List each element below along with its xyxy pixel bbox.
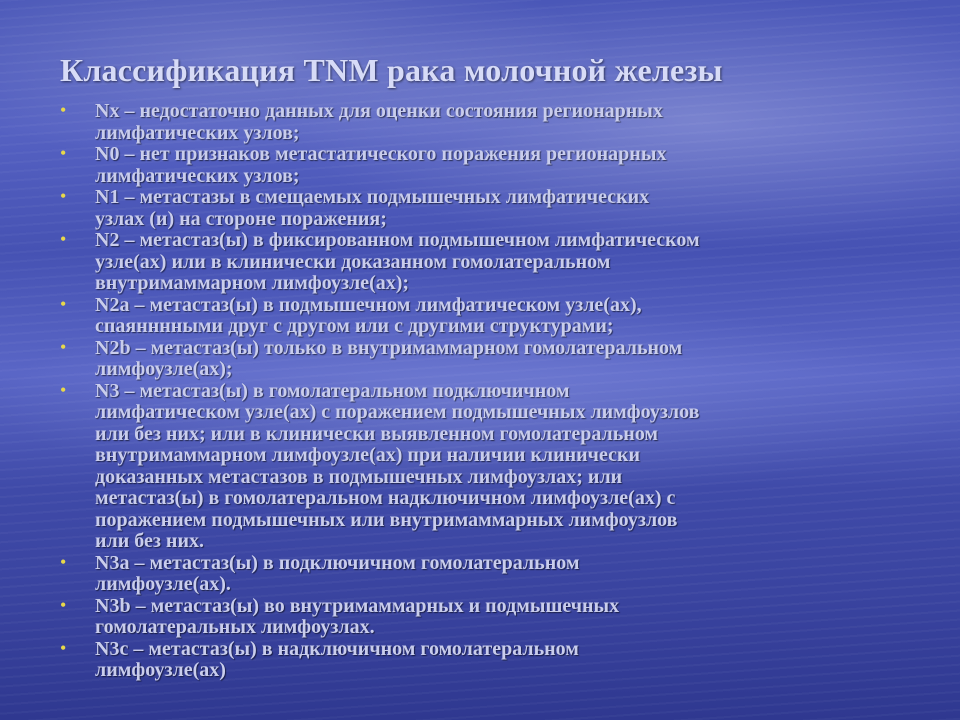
bullet-icon: • [60,594,67,615]
bullet-text: N2 – метастаз(ы) в фиксированном подмышечном лимфатическом узле(ах) или в клинически доказанном гомолатеральном внутримаммарном лимфоузле(ах); [95,229,700,294]
bullet-icon: • [60,637,67,658]
bullet-text: N2a – метастаз(ы) в подмышечном лимфатическом узле(ах), спаянннными друг с другом или с другими структурами; [95,293,642,337]
bullet-icon: • [60,186,67,206]
bullet-item-n3c [60,639,920,682]
bullet-icon: • [60,379,67,400]
bullet-item-n3b [60,596,920,639]
bullet-text: N3 – метастаз(ы) в гомолатеральном подключичном лимфатическом узле(ах) с поражением подмышечных лимфоузлов или без них; или в клинически выявленном гомолатеральном внутримаммарном лимфоузле(ах) при наличии клинически доказанных метастазов в подмышечных лимфоузлах; или метастаз(ы) в гомолатеральном надключичном лимфоузле(ах) с поражением подмышечных или внутримаммарных лимфоузлов или без них. [95,379,700,552]
bullet-icon: • [60,293,67,314]
bullet-text: N1 – метастазы в смещаемых подмышечных лимфатических узлах (и) на стороне поражения; [95,186,650,230]
bullet-item-nx [60,101,920,144]
bullet-icon: • [60,551,67,572]
bullet-item-n1 [60,187,920,230]
bullet-item-n3 [60,381,920,553]
bullet-icon: • [60,100,67,120]
bullet-icon: • [60,229,67,249]
bullet-text: N3b – метастаз(ы) во внутримаммарных и подмышечных гомолатеральных лимфоузлах. [95,594,620,638]
bullet-icon: • [60,143,67,163]
bullet-text: Nx – недостаточно данных для оценки состояния регионарных лимфатических узлов; [95,100,663,144]
bullet-item-n0 [60,144,920,187]
slide-title: Классификация TNM рака молочной железы [60,52,723,88]
bullet-list [60,101,920,682]
bullet-item-n2 [60,230,920,295]
bullet-text: N0 – нет признаков метастатического поражения регионарных лимфатических узлов; [95,143,667,187]
bullet-text: N2b – метастаз(ы) только в внутримаммарном гомолатеральном лимфоузле(ах); [95,336,683,380]
bullet-icon: • [60,336,67,357]
bullet-item-n2a [60,295,920,338]
bullet-text: N3c – метастаз(ы) в надключичном гомолатеральном лимфоузле(ах) [95,637,579,681]
bullet-text: N3a – метастаз(ы) в подключичном гомолатеральном лимфоузле(ах). [95,551,580,595]
bullet-item-n2b [60,338,920,381]
bullet-item-n3a [60,553,920,596]
